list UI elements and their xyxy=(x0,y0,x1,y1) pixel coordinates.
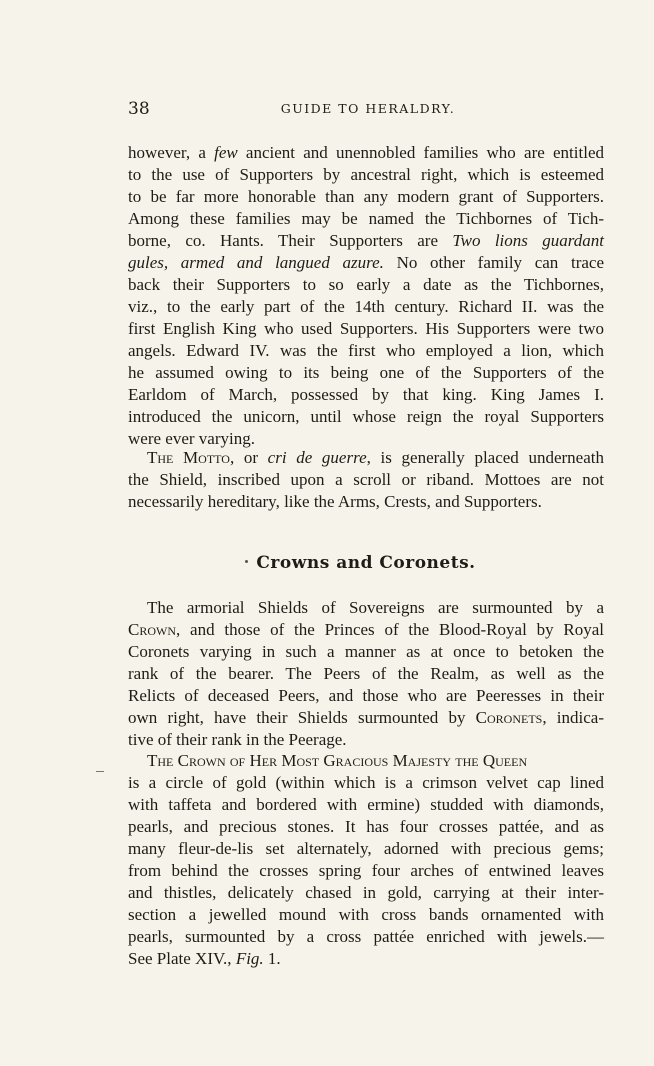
text-line: viz., to the early part of the 14th century. Richard II. was the xyxy=(128,297,604,316)
text-line: Relicts of deceased Peers, and those who are Peeresses in their xyxy=(128,686,604,705)
text-line: many fleur-de-lis set alternately, adorned with precious gems; xyxy=(128,839,604,858)
text-line: he assumed owing to its being one of the Supporters of the xyxy=(128,363,604,382)
margin-mark xyxy=(96,771,104,772)
page-header xyxy=(128,99,608,119)
text-line: The Motto, or cri de guerre, is generally placed underneath xyxy=(147,448,604,467)
text-line: pearls, and precious stones. It has four crosses pattée, and as xyxy=(128,817,604,836)
text-line: introduced the unicorn, until whose reign the royal Supporters xyxy=(128,407,604,426)
text-line: Crown, and those of the Princes of the Blood-Royal by Royal xyxy=(128,620,604,639)
section-heading: Crowns and Coronets. xyxy=(256,553,476,573)
text-line: back their Supporters to so early a date as the Tichbornes, xyxy=(128,275,604,294)
text-line: section a jewelled mound with cross bands ornamented with xyxy=(128,905,604,924)
page-number: 38 xyxy=(128,99,150,119)
text-line: The armorial Shields of Sovereigns are surmounted by a xyxy=(147,598,604,617)
text-line: gules, armed and langued azure. No other family can trace xyxy=(128,253,604,272)
running-title: GUIDE TO HERALDRY. xyxy=(280,101,456,116)
text-line: first English King who used Supporters. His Supporters were two xyxy=(128,319,604,338)
text-line: See Plate XIV., Fig. 1. xyxy=(128,949,281,968)
text-line: rank of the bearer. The Peers of the Realm, as well as the xyxy=(128,664,604,683)
text-line: to the use of Supporters by ancestral right, which is esteemed xyxy=(128,165,604,184)
text-line: is a circle of gold (within which is a crimson velvet cap lined xyxy=(128,773,604,792)
text-line: tive of their rank in the Peerage. xyxy=(128,730,347,749)
text-line: own right, have their Shields surmounted by Coronets, indica- xyxy=(128,708,604,727)
text-line: necessarily hereditary, like the Arms, Crests, and Supporters. xyxy=(128,492,542,511)
text-line: and thistles, delicately chased in gold, carrying at their inter- xyxy=(128,883,604,902)
text-line: angels. Edward IV. was the first who employed a lion, which xyxy=(128,341,604,360)
text-line: Among these families may be named the Tichbornes of Tich- xyxy=(128,209,604,228)
text-line: Coronets varying in such a manner as at once to betoken the xyxy=(128,642,604,661)
text-line: however, a few ancient and unennobled families who are entitled xyxy=(128,143,604,162)
text-line: The Crown of Her Most Gracious Majesty the Queen xyxy=(147,751,528,770)
text-line: the Shield, inscribed upon a scroll or riband. Mottoes are not xyxy=(128,470,604,489)
text-line: with taffeta and bordered with ermine) studded with diamonds, xyxy=(128,795,604,814)
text-line: Earldom of March, possessed by that king. King James I. xyxy=(128,385,604,404)
text-line: from behind the crosses spring four arches of entwined leaves xyxy=(128,861,604,880)
text-line: borne, co. Hants. Their Supporters are Two lions guardant xyxy=(128,231,604,250)
text-line: to be far more honorable than any modern grant of Supporters. xyxy=(128,187,604,206)
text-line: were ever varying. xyxy=(128,429,255,448)
text-line: pearls, surmounted by a cross pattée enriched with jewels.— xyxy=(128,927,604,946)
